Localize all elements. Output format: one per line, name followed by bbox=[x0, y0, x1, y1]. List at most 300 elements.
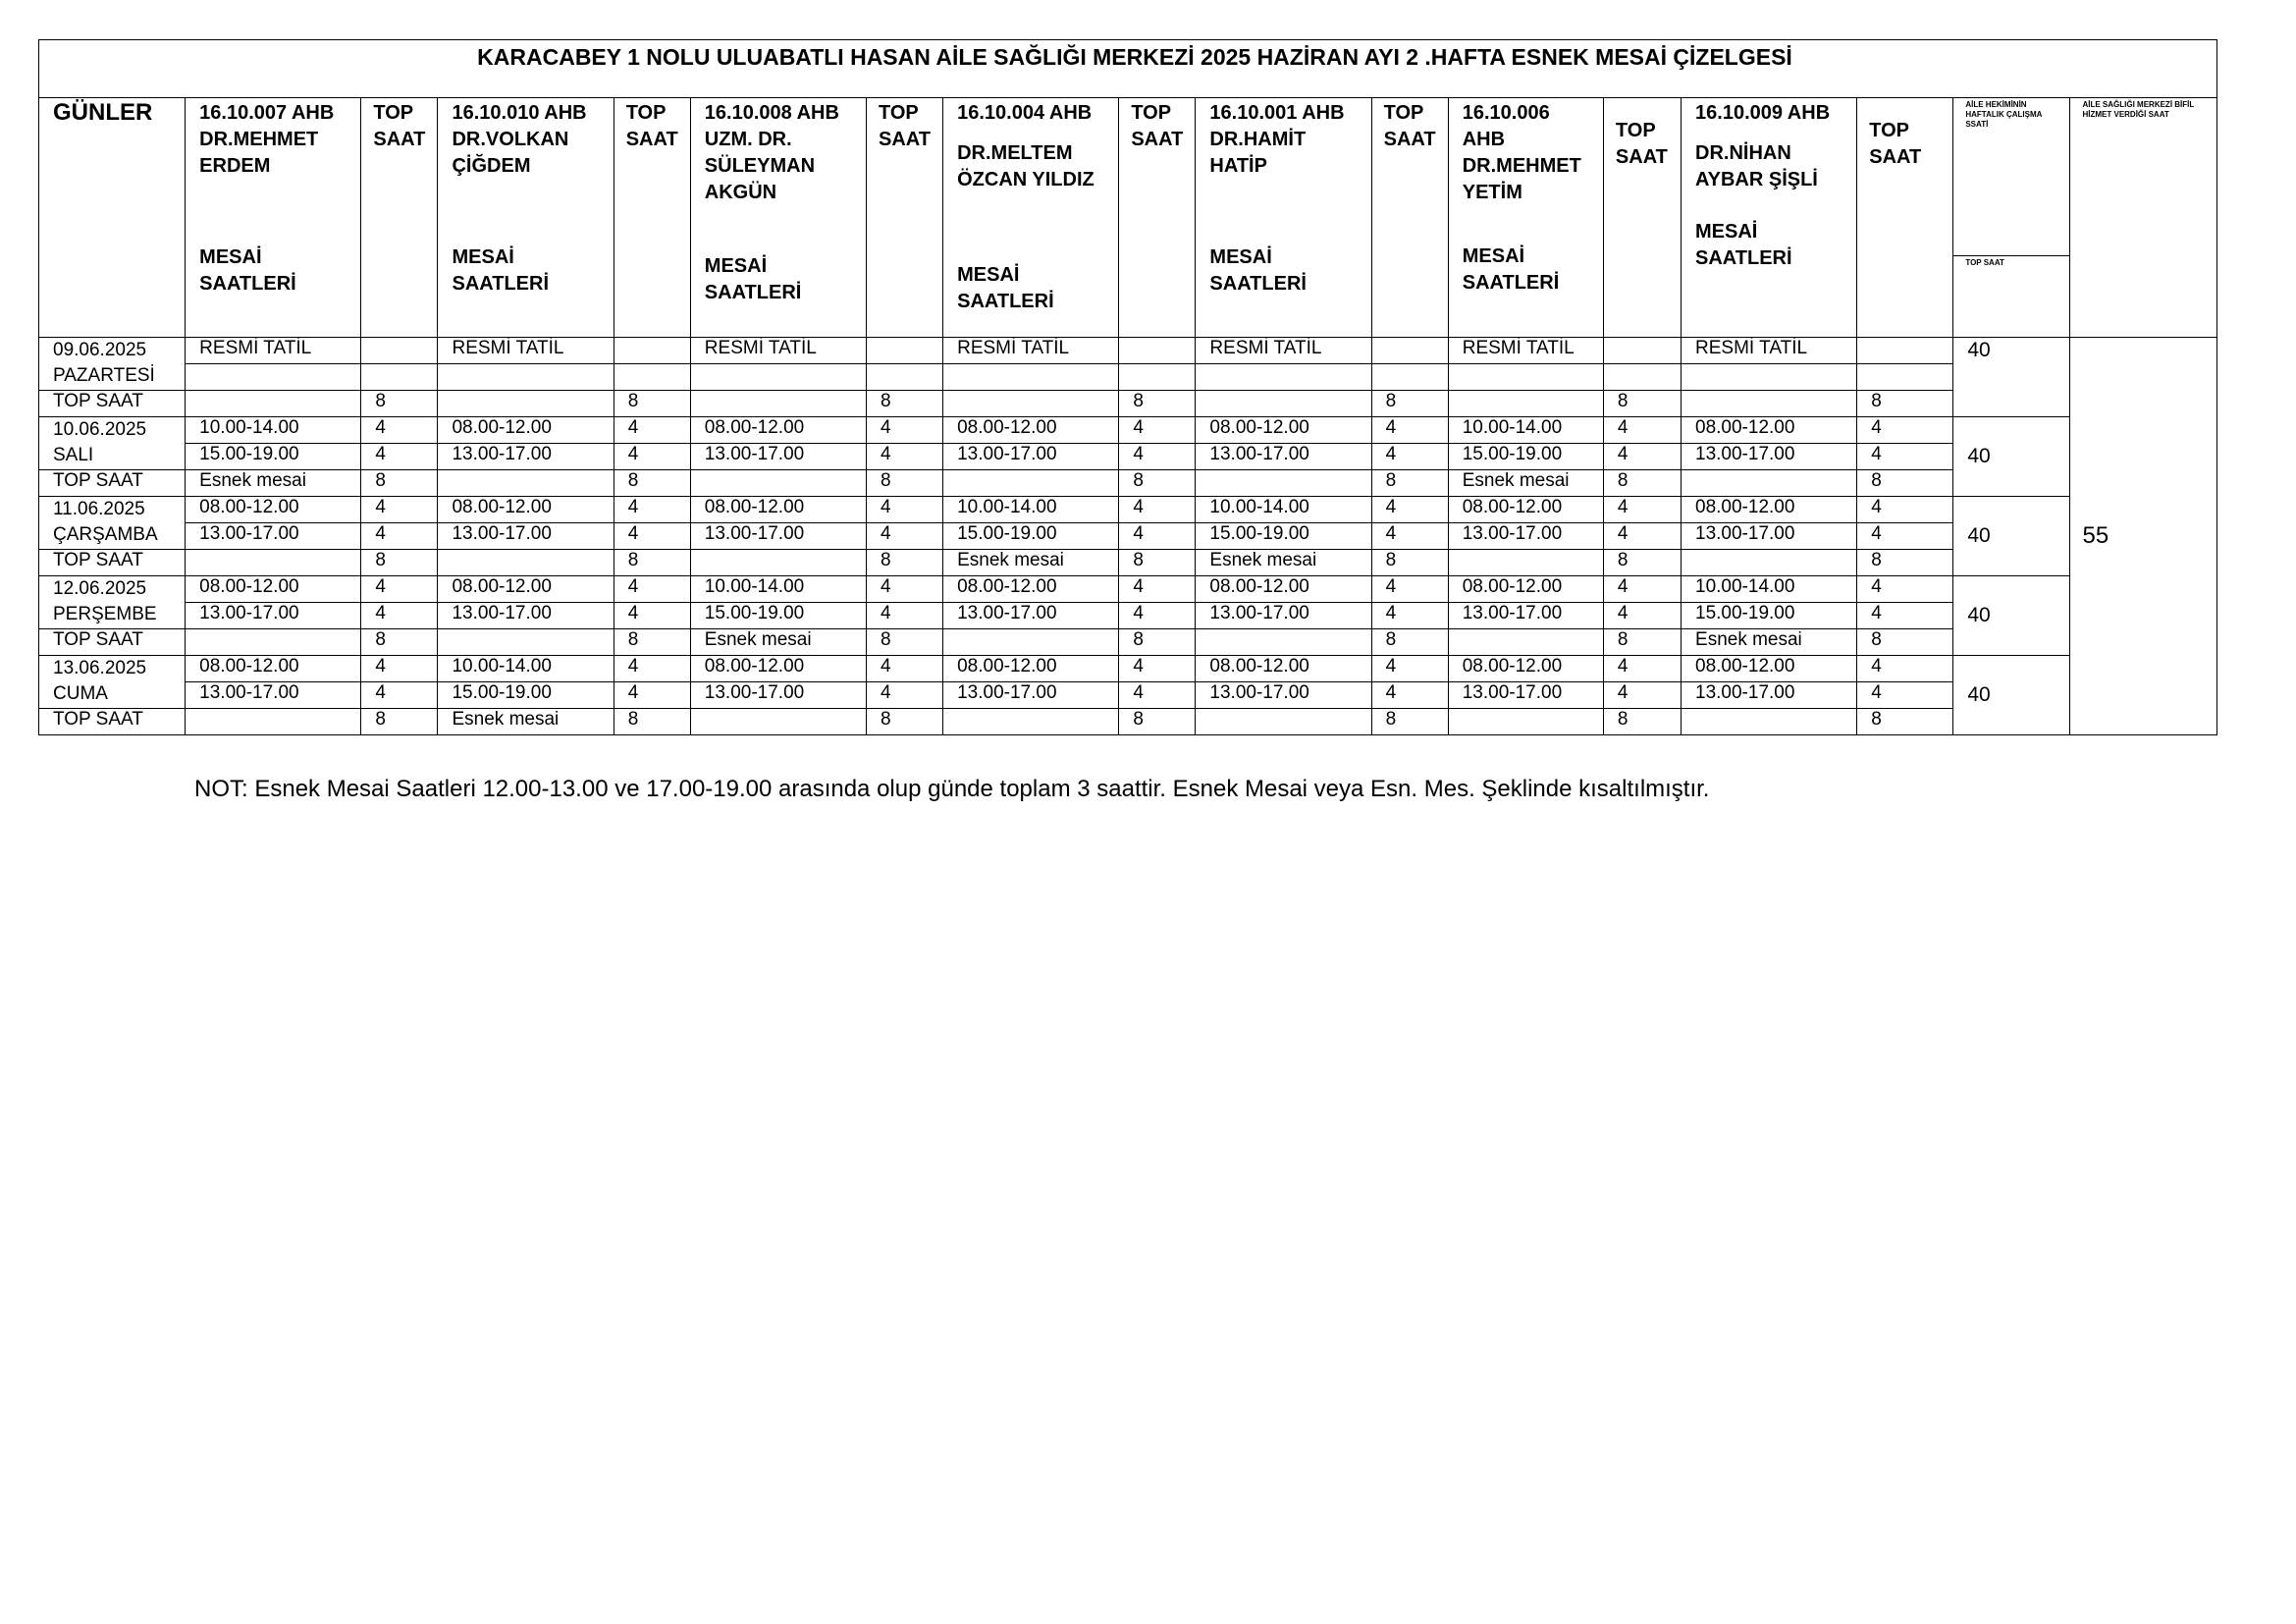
weekly-hours-sub: TOP SAAT bbox=[1965, 258, 2004, 267]
total-cell: 4 bbox=[1857, 497, 1953, 523]
day-cell bbox=[39, 417, 186, 470]
total-cell: 8 bbox=[867, 550, 943, 576]
hours-cell bbox=[1196, 629, 1371, 656]
total-cell: 4 bbox=[1857, 417, 1953, 444]
total-cell: 4 bbox=[1371, 603, 1448, 629]
total-cell: 8 bbox=[1857, 629, 1953, 656]
hours-cell bbox=[690, 364, 866, 391]
total-cell: 4 bbox=[1603, 656, 1681, 682]
weekly-hours-header bbox=[1953, 98, 2070, 338]
day-cell bbox=[39, 338, 186, 391]
top-saat-header bbox=[614, 98, 690, 338]
hours-cell: RESMİ TATİL bbox=[943, 338, 1119, 364]
table-row bbox=[39, 576, 2217, 603]
top-saat-line: TOP bbox=[879, 102, 919, 124]
hours-cell: Esnek mesai bbox=[1196, 550, 1371, 576]
total-cell bbox=[1857, 338, 1953, 364]
hours-cell bbox=[1448, 709, 1603, 735]
hours-cell bbox=[1682, 364, 1857, 391]
total-cell: 4 bbox=[1371, 656, 1448, 682]
total-cell: 4 bbox=[614, 576, 690, 603]
doctor-header bbox=[1682, 98, 1857, 338]
hours-cell: 08.00-12.00 bbox=[1196, 656, 1371, 682]
top-saat-header bbox=[361, 98, 438, 338]
total-cell: 4 bbox=[1119, 497, 1196, 523]
total-cell bbox=[867, 364, 943, 391]
total-cell: 8 bbox=[1857, 550, 1953, 576]
mesai-label-line: SAATLERİ bbox=[1462, 272, 1560, 294]
hours-cell: 13.00-17.00 bbox=[438, 523, 614, 550]
total-cell: 8 bbox=[361, 470, 438, 497]
total-cell: 8 bbox=[1603, 629, 1681, 656]
hours-cell bbox=[943, 709, 1119, 735]
hours-cell bbox=[1196, 391, 1371, 417]
hours-cell: 13.00-17.00 bbox=[1682, 523, 1857, 550]
doctor-header-line: ÖZCAN YILDIZ bbox=[957, 169, 1095, 190]
hours-cell bbox=[690, 709, 866, 735]
top-saat-line: TOP bbox=[1131, 102, 1172, 124]
center-hours-value: 55 bbox=[2070, 338, 2217, 735]
total-cell: 4 bbox=[867, 523, 943, 550]
total-cell bbox=[1371, 364, 1448, 391]
day-name: SALI bbox=[53, 445, 94, 465]
total-cell: 4 bbox=[614, 603, 690, 629]
doctor-header-line: DR.MELTEM bbox=[957, 142, 1073, 164]
total-cell: 4 bbox=[361, 656, 438, 682]
total-cell: 8 bbox=[614, 470, 690, 497]
total-cell: 4 bbox=[361, 417, 438, 444]
table-row bbox=[39, 364, 2217, 391]
doctor-header-line: AHB bbox=[1462, 129, 1506, 150]
total-cell bbox=[1857, 364, 1953, 391]
hours-cell bbox=[438, 470, 614, 497]
hours-cell: 13.00-17.00 bbox=[690, 682, 866, 709]
total-cell: 4 bbox=[361, 603, 438, 629]
day-name: ÇARŞAMBA bbox=[53, 524, 158, 545]
footnote: NOT: Esnek Mesai Saatleri 12.00-13.00 ve 17.00-19.00 arasında olup günde toplam 3 saattir. Esnek Mesai veya Esn. Mes. Şeklinde kısaltılmıştır. bbox=[194, 776, 1710, 802]
doctor-header-line: DR.MEHMET bbox=[199, 129, 319, 150]
mesai-label-line: MESAİ bbox=[1695, 221, 1758, 243]
hours-cell bbox=[186, 709, 361, 735]
hours-cell: 08.00-12.00 bbox=[438, 417, 614, 444]
doctor-header-line: 16.10.009 AHB bbox=[1695, 102, 1831, 124]
day-date: 13.06.2025 bbox=[53, 658, 147, 678]
top-saat-line: SAAT bbox=[1131, 129, 1184, 150]
total-cell: 8 bbox=[614, 709, 690, 735]
hours-cell bbox=[1196, 364, 1371, 391]
hours-cell: 10.00-14.00 bbox=[186, 417, 361, 444]
total-cell: 4 bbox=[1857, 444, 1953, 470]
total-cell: 8 bbox=[1119, 709, 1196, 735]
mesai-label-line: SAATLERİ bbox=[957, 291, 1054, 312]
total-cell: 4 bbox=[1119, 576, 1196, 603]
mesai-label-line: MESAİ bbox=[1209, 246, 1272, 268]
hours-cell: RESMİ TATİL bbox=[438, 338, 614, 364]
day-date: 11.06.2025 bbox=[53, 499, 145, 519]
mesai-label-line: MESAİ bbox=[452, 246, 514, 268]
hours-cell bbox=[1448, 550, 1603, 576]
weekly-hours-value: 40 bbox=[1953, 497, 2070, 576]
doctor-header-line: 16.10.001 AHB bbox=[1209, 102, 1345, 124]
hours-cell: 15.00-19.00 bbox=[690, 603, 866, 629]
top-saat-line: TOP bbox=[1383, 102, 1424, 124]
hours-cell bbox=[438, 550, 614, 576]
top-saat-label: TOP SAAT bbox=[39, 629, 186, 656]
total-cell bbox=[361, 338, 438, 364]
total-cell: 4 bbox=[1371, 497, 1448, 523]
hours-cell: Esnek mesai bbox=[186, 470, 361, 497]
doctor-header-line: ÇİĞDEM bbox=[452, 155, 531, 177]
doctor-header-line: YETİM bbox=[1462, 182, 1522, 203]
table-row bbox=[39, 391, 2217, 417]
weekly-hours-value: 40 bbox=[1953, 576, 2070, 656]
top-saat-line: TOP bbox=[1869, 120, 1909, 141]
day-date: 10.06.2025 bbox=[53, 419, 147, 440]
total-cell bbox=[1603, 338, 1681, 364]
total-cell: 4 bbox=[1603, 603, 1681, 629]
hours-cell bbox=[1448, 391, 1603, 417]
total-cell: 4 bbox=[361, 497, 438, 523]
total-cell: 4 bbox=[1857, 603, 1953, 629]
total-cell: 4 bbox=[1603, 523, 1681, 550]
hours-cell: 13.00-17.00 bbox=[1196, 444, 1371, 470]
hours-cell: Esnek mesai bbox=[1448, 470, 1603, 497]
hours-cell: 10.00-14.00 bbox=[1196, 497, 1371, 523]
hours-cell: 10.00-14.00 bbox=[1448, 417, 1603, 444]
total-cell: 4 bbox=[1119, 656, 1196, 682]
hours-cell: 08.00-12.00 bbox=[1682, 497, 1857, 523]
total-cell: 8 bbox=[614, 391, 690, 417]
total-cell: 4 bbox=[361, 523, 438, 550]
total-cell: 4 bbox=[1371, 444, 1448, 470]
hours-cell: 13.00-17.00 bbox=[1448, 603, 1603, 629]
total-cell: 4 bbox=[1119, 682, 1196, 709]
hours-cell: 08.00-12.00 bbox=[943, 417, 1119, 444]
mesai-label bbox=[452, 244, 613, 298]
day-cell bbox=[39, 656, 186, 709]
hours-cell: 08.00-12.00 bbox=[1448, 576, 1603, 603]
mesai-label-line: MESAİ bbox=[957, 264, 1020, 286]
weekly-hours-value: 40 bbox=[1953, 417, 2070, 497]
doctor-header-line: DR.VOLKAN bbox=[452, 129, 569, 150]
hours-cell: 08.00-12.00 bbox=[438, 497, 614, 523]
hours-cell: 10.00-14.00 bbox=[1682, 576, 1857, 603]
total-cell: 4 bbox=[1603, 417, 1681, 444]
hours-cell: RESMİ TATİL bbox=[1682, 338, 1857, 364]
mesai-label-line: MESAİ bbox=[704, 255, 768, 277]
total-cell: 4 bbox=[1603, 576, 1681, 603]
table-row bbox=[39, 709, 2217, 735]
top-saat-label: TOP SAAT bbox=[39, 470, 186, 497]
total-cell: 4 bbox=[1857, 656, 1953, 682]
top-saat-line: SAAT bbox=[1869, 146, 1922, 168]
hours-cell: Esnek mesai bbox=[1682, 629, 1857, 656]
doctor-header-line: SÜLEYMAN bbox=[704, 155, 816, 177]
page-title: KARACABEY 1 NOLU ULUABATLI HASAN AİLE SAĞLIĞI MERKEZİ 2025 HAZİRAN AYI 2 .HAFTA ESNEK MESAİ ÇİZELGESİ bbox=[39, 40, 2217, 98]
hours-cell bbox=[186, 629, 361, 656]
table-row bbox=[39, 523, 2217, 550]
total-cell: 4 bbox=[614, 656, 690, 682]
hours-cell: 13.00-17.00 bbox=[186, 523, 361, 550]
mesai-label-line: SAATLERİ bbox=[1209, 273, 1307, 295]
total-cell: 8 bbox=[361, 391, 438, 417]
hours-cell bbox=[943, 470, 1119, 497]
weekly-hours-value: 40 bbox=[1953, 338, 2070, 417]
top-saat-line: SAAT bbox=[373, 129, 426, 150]
total-cell bbox=[614, 364, 690, 391]
hours-cell: RESMİ TATİL bbox=[1448, 338, 1603, 364]
hours-cell: 10.00-14.00 bbox=[690, 576, 866, 603]
doctor-header bbox=[943, 98, 1119, 338]
hours-cell: 13.00-17.00 bbox=[438, 444, 614, 470]
table-row bbox=[39, 629, 2217, 656]
doctor-header-line: AYBAR ŞİŞLİ bbox=[1695, 169, 1818, 190]
hours-cell bbox=[943, 364, 1119, 391]
top-saat-line: SAAT bbox=[625, 129, 678, 150]
hours-cell: 08.00-12.00 bbox=[186, 656, 361, 682]
day-date: 09.06.2025 bbox=[53, 340, 147, 360]
total-cell bbox=[1119, 338, 1196, 364]
hours-cell: 08.00-12.00 bbox=[690, 417, 866, 444]
center-hours-header: AİLE SAĞLIĞI MERKEZİ BİFİL HİZMET VERDİĞİ SAAT bbox=[2070, 98, 2217, 338]
top-saat-label: TOP SAAT bbox=[39, 709, 186, 735]
total-cell: 4 bbox=[1603, 497, 1681, 523]
hours-cell bbox=[1448, 364, 1603, 391]
mesai-label bbox=[1695, 219, 1856, 272]
hours-cell: 13.00-17.00 bbox=[943, 603, 1119, 629]
total-cell: 4 bbox=[1371, 682, 1448, 709]
total-cell: 4 bbox=[1371, 576, 1448, 603]
total-cell: 8 bbox=[1603, 470, 1681, 497]
doctor-header-line: ERDEM bbox=[199, 155, 271, 177]
total-cell: 8 bbox=[1857, 709, 1953, 735]
total-cell bbox=[614, 338, 690, 364]
hours-cell bbox=[1196, 470, 1371, 497]
hours-cell: Esnek mesai bbox=[438, 709, 614, 735]
days-header: GÜNLER bbox=[39, 98, 186, 338]
total-cell: 8 bbox=[1857, 470, 1953, 497]
total-cell bbox=[1603, 364, 1681, 391]
total-cell bbox=[1371, 338, 1448, 364]
total-cell: 4 bbox=[1371, 523, 1448, 550]
hours-cell: 15.00-19.00 bbox=[943, 523, 1119, 550]
schedule-table bbox=[38, 39, 2217, 735]
total-cell: 8 bbox=[1603, 550, 1681, 576]
top-saat-line: SAAT bbox=[1615, 146, 1668, 168]
total-cell: 8 bbox=[614, 550, 690, 576]
table-row bbox=[39, 603, 2217, 629]
top-saat-header bbox=[1603, 98, 1681, 338]
top-saat-header bbox=[1119, 98, 1196, 338]
total-cell: 8 bbox=[361, 550, 438, 576]
hours-cell: 08.00-12.00 bbox=[690, 656, 866, 682]
hours-cell: 13.00-17.00 bbox=[1682, 682, 1857, 709]
total-cell: 8 bbox=[361, 709, 438, 735]
total-cell: 4 bbox=[867, 444, 943, 470]
hours-cell bbox=[1448, 629, 1603, 656]
total-cell: 4 bbox=[1119, 444, 1196, 470]
total-cell: 4 bbox=[867, 576, 943, 603]
hours-cell: 10.00-14.00 bbox=[438, 656, 614, 682]
total-cell: 4 bbox=[1603, 444, 1681, 470]
mesai-label bbox=[957, 262, 1118, 315]
total-cell: 4 bbox=[361, 576, 438, 603]
total-cell: 8 bbox=[1371, 709, 1448, 735]
mesai-label-line: MESAİ bbox=[1462, 245, 1525, 267]
table-row bbox=[39, 338, 2217, 364]
top-saat-header bbox=[1857, 98, 1953, 338]
hours-cell: 08.00-12.00 bbox=[1682, 656, 1857, 682]
hours-cell: 13.00-17.00 bbox=[690, 523, 866, 550]
total-cell: 8 bbox=[1119, 629, 1196, 656]
top-saat-line: SAAT bbox=[879, 129, 931, 150]
hours-cell: 13.00-17.00 bbox=[943, 444, 1119, 470]
table-row bbox=[39, 444, 2217, 470]
total-cell: 8 bbox=[1119, 470, 1196, 497]
hours-cell: 08.00-12.00 bbox=[1196, 417, 1371, 444]
doctor-header-line: 16.10.008 AHB bbox=[704, 102, 839, 124]
hours-cell: 08.00-12.00 bbox=[943, 656, 1119, 682]
hours-cell bbox=[943, 629, 1119, 656]
hours-cell: RESMİ TATİL bbox=[690, 338, 866, 364]
hours-cell: Esnek mesai bbox=[943, 550, 1119, 576]
day-name: PAZARTESİ bbox=[53, 365, 155, 386]
table-row bbox=[39, 656, 2217, 682]
day-date: 12.06.2025 bbox=[53, 578, 147, 599]
hours-cell: 13.00-17.00 bbox=[1448, 523, 1603, 550]
day-cell bbox=[39, 576, 186, 629]
top-saat-label: TOP SAAT bbox=[39, 550, 186, 576]
hours-cell: 15.00-19.00 bbox=[438, 682, 614, 709]
doctor-header-line: DR.HAMİT bbox=[1209, 129, 1307, 150]
doctor-header bbox=[1196, 98, 1371, 338]
total-cell: 8 bbox=[867, 709, 943, 735]
table-row bbox=[39, 550, 2217, 576]
top-saat-header bbox=[1371, 98, 1448, 338]
hours-cell: 08.00-12.00 bbox=[690, 497, 866, 523]
total-cell: 8 bbox=[1371, 550, 1448, 576]
hours-cell: 08.00-12.00 bbox=[1196, 576, 1371, 603]
doctor-header bbox=[186, 98, 361, 338]
table-row bbox=[39, 470, 2217, 497]
total-cell: 4 bbox=[1119, 523, 1196, 550]
hours-cell bbox=[690, 550, 866, 576]
day-name: CUMA bbox=[53, 683, 108, 704]
total-cell: 4 bbox=[1119, 603, 1196, 629]
total-cell bbox=[867, 338, 943, 364]
hours-cell bbox=[690, 391, 866, 417]
day-name: PERŞEMBE bbox=[53, 604, 157, 624]
mesai-label bbox=[199, 244, 360, 298]
total-cell: 4 bbox=[867, 656, 943, 682]
doctor-header bbox=[690, 98, 866, 338]
total-cell: 8 bbox=[867, 391, 943, 417]
total-cell: 4 bbox=[1371, 417, 1448, 444]
total-cell: 8 bbox=[1603, 709, 1681, 735]
hours-cell: 10.00-14.00 bbox=[943, 497, 1119, 523]
hours-cell bbox=[186, 391, 361, 417]
total-cell: 4 bbox=[1119, 417, 1196, 444]
hours-cell: RESMİ TATİL bbox=[186, 338, 361, 364]
total-cell: 8 bbox=[1119, 550, 1196, 576]
mesai-label bbox=[1463, 244, 1603, 297]
hours-cell bbox=[186, 550, 361, 576]
top-saat-line: TOP bbox=[1615, 120, 1656, 141]
hours-cell: 15.00-19.00 bbox=[1448, 444, 1603, 470]
hours-cell: 13.00-17.00 bbox=[186, 603, 361, 629]
hours-cell bbox=[186, 364, 361, 391]
total-cell: 4 bbox=[614, 497, 690, 523]
total-cell: 4 bbox=[614, 444, 690, 470]
hours-cell: 15.00-19.00 bbox=[1196, 523, 1371, 550]
hours-cell: 13.00-17.00 bbox=[1196, 682, 1371, 709]
hours-cell: 15.00-19.00 bbox=[1682, 603, 1857, 629]
total-cell: 8 bbox=[867, 629, 943, 656]
total-cell: 4 bbox=[1857, 523, 1953, 550]
hours-cell bbox=[438, 364, 614, 391]
hours-cell bbox=[1682, 470, 1857, 497]
doctor-header-line: AKGÜN bbox=[704, 182, 777, 203]
doctor-header-line: 16.10.004 AHB bbox=[957, 102, 1093, 124]
total-cell bbox=[1119, 364, 1196, 391]
hours-cell: 13.00-17.00 bbox=[1196, 603, 1371, 629]
doctor-header bbox=[1448, 98, 1603, 338]
hours-cell bbox=[1196, 709, 1371, 735]
table-row bbox=[39, 417, 2217, 444]
total-cell: 8 bbox=[867, 470, 943, 497]
total-cell: 8 bbox=[1857, 391, 1953, 417]
mesai-label-line: SAATLERİ bbox=[1695, 247, 1792, 269]
total-cell: 8 bbox=[361, 629, 438, 656]
total-cell: 4 bbox=[867, 497, 943, 523]
mesai-label bbox=[705, 253, 866, 306]
hours-cell bbox=[438, 391, 614, 417]
hours-cell: 15.00-19.00 bbox=[186, 444, 361, 470]
total-cell: 4 bbox=[614, 417, 690, 444]
total-cell: 8 bbox=[1603, 391, 1681, 417]
table-row bbox=[39, 497, 2217, 523]
hours-cell bbox=[1682, 550, 1857, 576]
day-cell bbox=[39, 497, 186, 550]
total-cell: 8 bbox=[1371, 470, 1448, 497]
hours-cell: 08.00-12.00 bbox=[1448, 656, 1603, 682]
hours-cell bbox=[943, 391, 1119, 417]
hours-cell: 13.00-17.00 bbox=[1682, 444, 1857, 470]
doctor-header-line: 16.10.006 bbox=[1462, 102, 1550, 124]
doctor-header bbox=[438, 98, 614, 338]
total-cell: 4 bbox=[1857, 576, 1953, 603]
mesai-label-line: SAATLERİ bbox=[452, 273, 549, 295]
hours-cell: 08.00-12.00 bbox=[1448, 497, 1603, 523]
total-cell: 8 bbox=[1371, 391, 1448, 417]
total-cell: 4 bbox=[361, 444, 438, 470]
weekly-hours-label: AİLE HEKİMİNİN HAFTALIK ÇALIŞMA SSATİ bbox=[1953, 98, 2069, 256]
hours-cell: 08.00-12.00 bbox=[438, 576, 614, 603]
hours-cell: 13.00-17.00 bbox=[1448, 682, 1603, 709]
hours-cell: 13.00-17.00 bbox=[186, 682, 361, 709]
table-row bbox=[39, 682, 2217, 709]
total-cell: 4 bbox=[361, 682, 438, 709]
total-cell: 8 bbox=[614, 629, 690, 656]
weekly-hours-value: 40 bbox=[1953, 656, 2070, 735]
doctor-header-line: DR.NİHAN bbox=[1695, 142, 1791, 164]
mesai-label-line: SAATLERİ bbox=[199, 273, 296, 295]
hours-cell bbox=[690, 470, 866, 497]
doctor-header-line: DR.MEHMET bbox=[1462, 155, 1581, 177]
total-cell: 4 bbox=[614, 682, 690, 709]
doctor-header-line: 16.10.007 AHB bbox=[199, 102, 335, 124]
hours-cell: 13.00-17.00 bbox=[690, 444, 866, 470]
